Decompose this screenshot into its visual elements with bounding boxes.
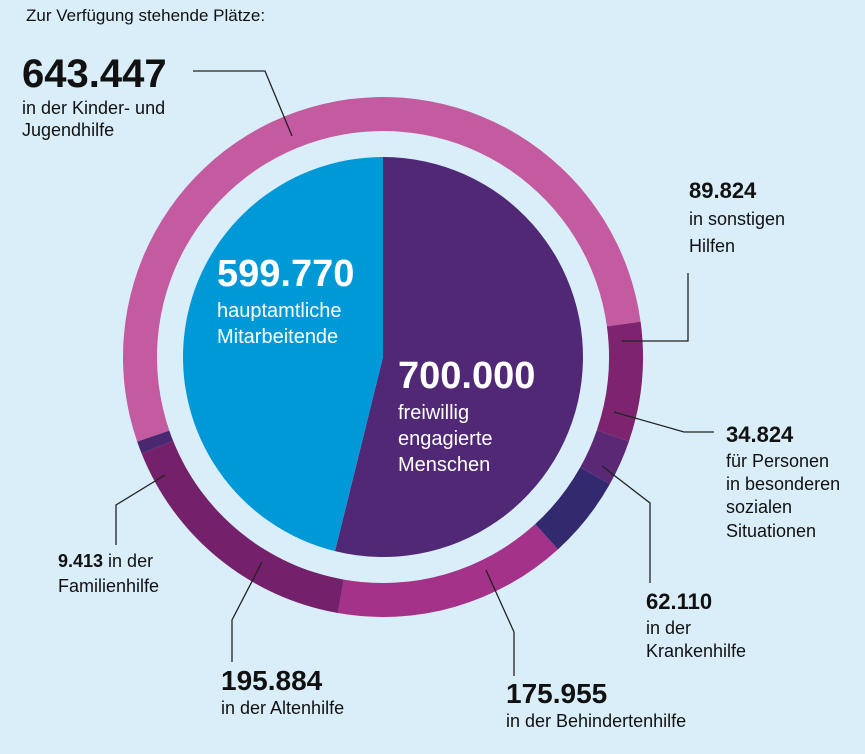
desc-hauptamtlich-2: Mitarbeitende <box>217 325 339 348</box>
value-besondere: 34.824 <box>726 422 794 447</box>
value-hauptamtlich: 599.770 <box>217 253 355 295</box>
desc-besondere-1: für Personen <box>726 450 830 471</box>
ring-segment-in-sonstigen-hilfen <box>597 322 643 441</box>
desc-besondere-4: Situationen <box>726 520 817 541</box>
desc-besondere-3: sozialen <box>726 497 793 518</box>
desc-sonstige-1: in sonstigen <box>689 209 786 230</box>
chart-header: Zur Verfügung stehende Plätze: <box>26 6 266 25</box>
value-krankenhilfe: 62.110 <box>646 589 713 614</box>
value-kinderhilfe: 643.447 <box>22 52 167 96</box>
label-krankenhilfe <box>646 588 746 663</box>
value-behindertenhilfe: 175.955 <box>506 678 608 709</box>
desc-sonstige-2: Hilfen <box>689 235 736 256</box>
desc-freiwillig-2: engagierte <box>398 427 493 450</box>
desc-behindertenhilfe: in der Behindertenhilfe <box>506 710 687 731</box>
value-freiwillig: 700.000 <box>398 355 536 397</box>
desc-kinderhilfe-2: Jugendhilfe <box>22 119 115 140</box>
desc-freiwillig-3: Menschen <box>398 453 491 476</box>
desc-krankenhilfe-1: in der <box>646 617 692 638</box>
label-familienhilfe <box>58 549 159 599</box>
desc-kinderhilfe-1: in der Kinder- und <box>22 98 166 118</box>
desc-krankenhilfe-2: Krankenhilfe <box>646 640 747 661</box>
value-sonstige: 89.824 <box>689 178 757 203</box>
value-altenhilfe: 195.884 <box>221 665 323 696</box>
label-freiwillig <box>398 354 535 478</box>
label-sonstige <box>689 178 785 258</box>
desc-freiwillig-1: freiwillig <box>398 401 470 424</box>
desc-familienhilfe-1: in der <box>103 551 154 571</box>
label-hauptamtlich <box>217 252 354 350</box>
desc-besondere-2: in besonderen <box>726 473 841 494</box>
value-familienhilfe: 9.413 <box>58 551 104 571</box>
desc-hauptamtlich-1: hauptamtliche <box>217 299 342 322</box>
label-behindertenhilfe <box>506 677 686 732</box>
label-besondere <box>726 421 840 543</box>
desc-familienhilfe-2: Familienhilfe <box>58 576 160 597</box>
label-altenhilfe <box>221 664 344 719</box>
desc-altenhilfe: in der Altenhilfe <box>221 697 345 718</box>
label-kinderhilfe <box>22 50 167 141</box>
